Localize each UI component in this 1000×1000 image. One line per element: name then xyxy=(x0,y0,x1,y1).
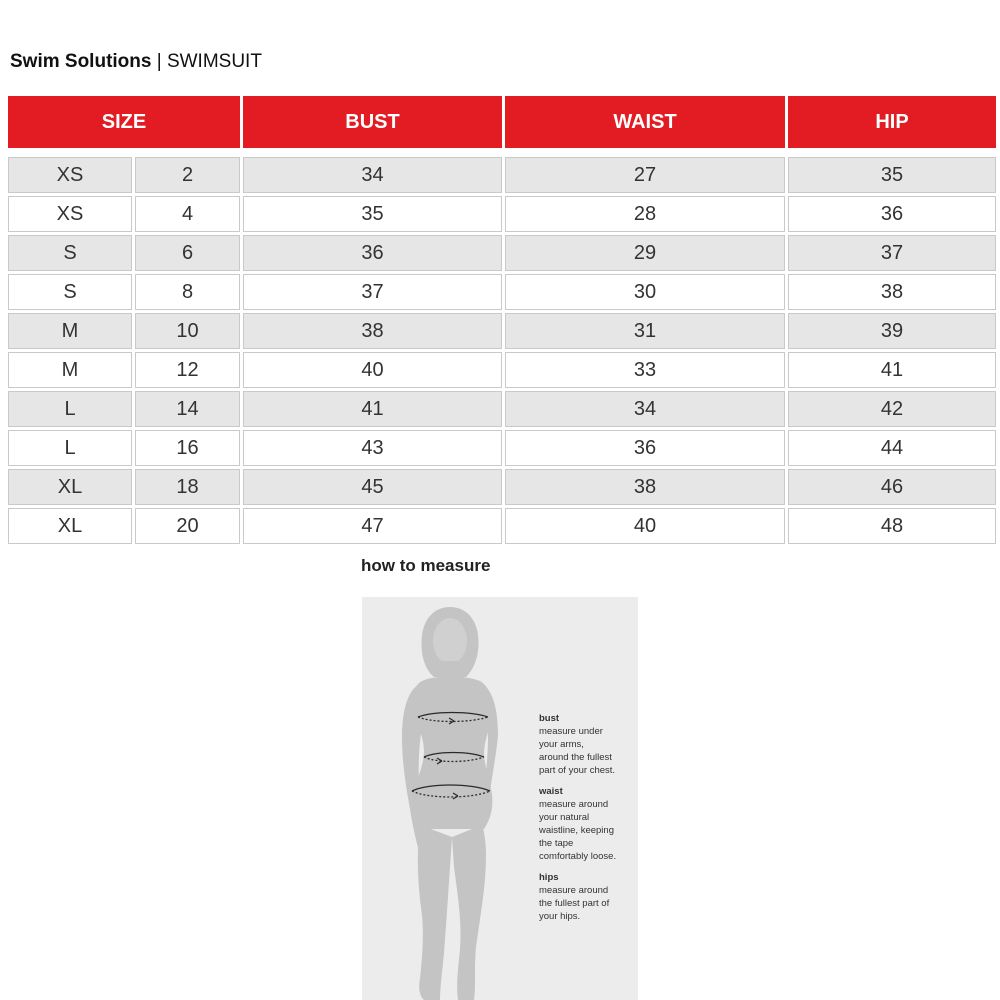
table-row xyxy=(8,196,996,232)
cell-size-label: XL xyxy=(8,508,132,544)
bust-line: around the fullest xyxy=(539,752,612,763)
cell-size-label: XL xyxy=(8,469,132,505)
brand-name: Swim Solutions xyxy=(10,51,152,72)
cell-hip: 46 xyxy=(788,469,996,505)
cell-waist: 28 xyxy=(505,196,785,232)
cell-size-label: XS xyxy=(8,157,132,193)
cell-bust: 37 xyxy=(243,274,502,310)
cell-hip: 38 xyxy=(788,274,996,310)
table-row xyxy=(8,235,996,271)
bust-line: measure under xyxy=(539,726,603,737)
waist-line: your natural xyxy=(539,812,590,823)
cell-size-number: 8 xyxy=(135,274,240,310)
cell-hip: 35 xyxy=(788,157,996,193)
table-row xyxy=(8,157,996,193)
cell-size-number: 12 xyxy=(135,352,240,388)
cell-bust: 36 xyxy=(243,235,502,271)
cell-bust: 45 xyxy=(243,469,502,505)
cell-waist: 33 xyxy=(505,352,785,388)
product-type: SWIMSUIT xyxy=(166,51,262,72)
cell-size-label: S xyxy=(8,274,132,310)
table-row xyxy=(8,469,996,505)
column-header-hip: HIP xyxy=(788,96,996,148)
waist-line: waistline, keeping xyxy=(539,825,614,836)
cell-waist: 29 xyxy=(505,235,785,271)
cell-size-label: S xyxy=(8,235,132,271)
measurement-notes xyxy=(539,712,634,923)
cell-waist: 36 xyxy=(505,430,785,466)
cell-hip: 36 xyxy=(788,196,996,232)
table-row xyxy=(8,430,996,466)
cell-hip: 41 xyxy=(788,352,996,388)
waist-line: measure around xyxy=(539,799,609,810)
cell-size-number: 4 xyxy=(135,196,240,232)
cell-bust: 41 xyxy=(243,391,502,427)
cell-bust: 38 xyxy=(243,313,502,349)
cell-size-label: M xyxy=(8,352,132,388)
title-separator: | xyxy=(151,51,167,72)
hips-term: hips xyxy=(539,872,559,883)
waist-line: the tape xyxy=(539,838,574,849)
cell-bust: 34 xyxy=(243,157,502,193)
table-row xyxy=(8,508,996,544)
cell-size-label: M xyxy=(8,313,132,349)
page-title xyxy=(10,51,262,73)
cell-size-number: 2 xyxy=(135,157,240,193)
cell-size-label: L xyxy=(8,391,132,427)
cell-bust: 43 xyxy=(243,430,502,466)
cell-bust: 47 xyxy=(243,508,502,544)
cell-size-number: 6 xyxy=(135,235,240,271)
cell-waist: 38 xyxy=(505,469,785,505)
column-header-waist: WAIST xyxy=(505,96,785,148)
how-to-measure-title: how to measure xyxy=(361,556,491,575)
cell-hip: 44 xyxy=(788,430,996,466)
cell-waist: 27 xyxy=(505,157,785,193)
hips-line: your hips. xyxy=(539,911,581,922)
cell-hip: 42 xyxy=(788,391,996,427)
cell-waist: 40 xyxy=(505,508,785,544)
cell-size-label: XS xyxy=(8,196,132,232)
table-row xyxy=(8,313,996,349)
cell-bust: 35 xyxy=(243,196,502,232)
table-row xyxy=(8,352,996,388)
cell-bust: 40 xyxy=(243,352,502,388)
column-header-bust: BUST xyxy=(243,96,502,148)
cell-size-number: 10 xyxy=(135,313,240,349)
column-header-size: SIZE xyxy=(8,96,240,148)
hips-line: measure around xyxy=(539,885,609,896)
cell-waist: 34 xyxy=(505,391,785,427)
cell-hip: 37 xyxy=(788,235,996,271)
table-row xyxy=(8,391,996,427)
cell-hip: 39 xyxy=(788,313,996,349)
cell-size-number: 18 xyxy=(135,469,240,505)
bust-term: bust xyxy=(539,713,560,724)
table-row xyxy=(8,274,996,310)
hips-line: the fullest part of xyxy=(539,898,610,909)
cell-hip: 48 xyxy=(788,508,996,544)
cell-waist: 31 xyxy=(505,313,785,349)
cell-size-number: 16 xyxy=(135,430,240,466)
cell-size-number: 20 xyxy=(135,508,240,544)
waist-term: waist xyxy=(539,786,563,797)
cell-size-number: 14 xyxy=(135,391,240,427)
waist-line: comfortably loose. xyxy=(539,851,617,862)
bust-line: part of your chest. xyxy=(539,765,616,776)
cell-waist: 30 xyxy=(505,274,785,310)
cell-size-label: L xyxy=(8,430,132,466)
measurement-guide xyxy=(362,597,638,1000)
bust-line: your arms, xyxy=(539,739,584,750)
